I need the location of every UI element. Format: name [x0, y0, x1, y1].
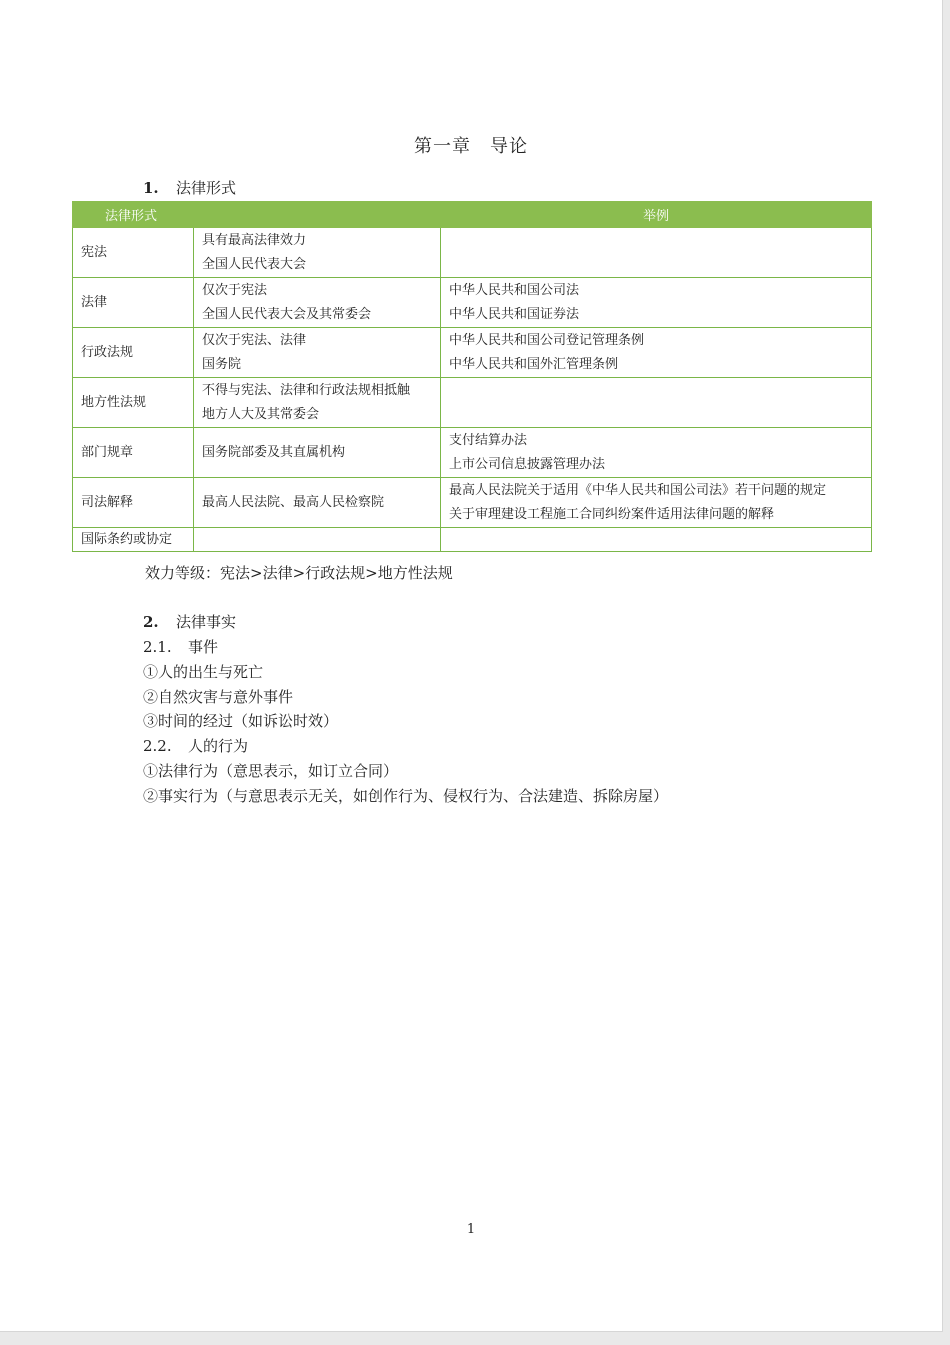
feature-line: 最高人民法院、最高人民检察院: [202, 494, 385, 510]
list-item: ②事实行为（与意思表示无关，如创作行为、侵权行为、合法建造、拆除房屋）: [143, 787, 669, 805]
subsection-title: 人的行为: [188, 737, 249, 755]
chapter-title: 第一章 导论: [414, 136, 528, 157]
table-row: [73, 278, 872, 328]
list-item: ①法律行为（意思表示，如订立合同）: [143, 762, 399, 780]
example-line: 中华人民共和国证券法: [449, 306, 580, 322]
cell-form: 部门规章: [73, 428, 194, 478]
section-title: 法律形式: [176, 179, 237, 197]
example-line: 最高人民法院关于适用《中华人民共和国公司法》若干问题的规定: [449, 482, 827, 498]
section-heading-legal-facts: [143, 611, 236, 632]
cell-features: [194, 478, 441, 528]
cell-examples: [441, 478, 872, 528]
feature-line: 具有最高法律效力: [202, 232, 307, 248]
cell-features: [194, 428, 441, 478]
example-line: 中华人民共和国外汇管理条例: [449, 356, 619, 372]
table-row: [73, 328, 872, 378]
cell-features: [194, 228, 441, 278]
feature-line: 不得与宪法、法律和行政法规相抵触: [202, 382, 411, 398]
table-row: [73, 378, 872, 428]
table-row: [73, 228, 872, 278]
section-heading-legal-forms: [143, 177, 236, 198]
table-row: [73, 478, 872, 528]
cell-form: 行政法规: [73, 328, 194, 378]
cell-features: [194, 378, 441, 428]
table-row: [73, 528, 872, 552]
cell-form: 法律: [73, 278, 194, 328]
cell-features: [194, 328, 441, 378]
feature-line: 国务院部委及其直属机构: [202, 444, 346, 460]
feature-line: 地方人大及其常委会: [202, 406, 320, 422]
cell-form: 宪法: [73, 228, 194, 278]
subsection-number: 2.1.: [143, 638, 172, 656]
example-line: 关于审理建设工程施工合同纠纷案件适用法律问题的解释: [449, 506, 775, 522]
table-row: [73, 428, 872, 478]
section-number: 2.: [143, 613, 159, 631]
list-item: ③时间的经过（如诉讼时效）: [143, 712, 339, 730]
feature-line: 仅次于宪法: [202, 282, 268, 298]
cell-features: [194, 528, 441, 552]
list-item: ①人的出生与死亡: [143, 663, 264, 681]
subsection-number: 2.2.: [143, 737, 172, 755]
cell-form: 地方性法规: [73, 378, 194, 428]
list-item: ②自然灾害与意外事件: [143, 688, 294, 706]
example-line: 上市公司信息披露管理办法: [449, 456, 606, 472]
feature-line: 仅次于宪法、法律: [202, 332, 307, 348]
cell-examples: [441, 228, 872, 278]
cell-form: 国际条约或协定: [73, 528, 194, 552]
feature-line: 全国人民代表大会及其常委会: [202, 306, 372, 322]
page-number: 1: [466, 1222, 476, 1237]
cell-examples: [441, 528, 872, 552]
effect-hierarchy: 效力等级：宪法>法律>行政法规>地方性法规: [145, 564, 453, 582]
subsection-heading-events: [143, 636, 218, 657]
table-header-form: 法律形式: [73, 202, 441, 228]
feature-line: 国务院: [202, 356, 242, 372]
section-title: 法律事实: [176, 613, 237, 631]
example-line: 中华人民共和国公司法: [449, 282, 580, 298]
cell-examples: [441, 328, 872, 378]
table-header-row: [73, 202, 872, 228]
subsection-title: 事件: [188, 638, 219, 656]
feature-line: 全国人民代表大会: [202, 256, 307, 272]
subsection-heading-human-acts: [143, 735, 248, 756]
cell-features: [194, 278, 441, 328]
table-header-example: 举例: [441, 202, 872, 228]
section-number: 1.: [143, 179, 159, 197]
example-line: 中华人民共和国公司登记管理条例: [449, 332, 645, 348]
cell-examples: [441, 428, 872, 478]
cell-examples: [441, 378, 872, 428]
example-line: 支付结算办法: [449, 432, 528, 448]
cell-form: 司法解释: [73, 478, 194, 528]
table-body: [73, 228, 872, 552]
legal-forms-table: [72, 201, 872, 552]
cell-examples: [441, 278, 872, 328]
